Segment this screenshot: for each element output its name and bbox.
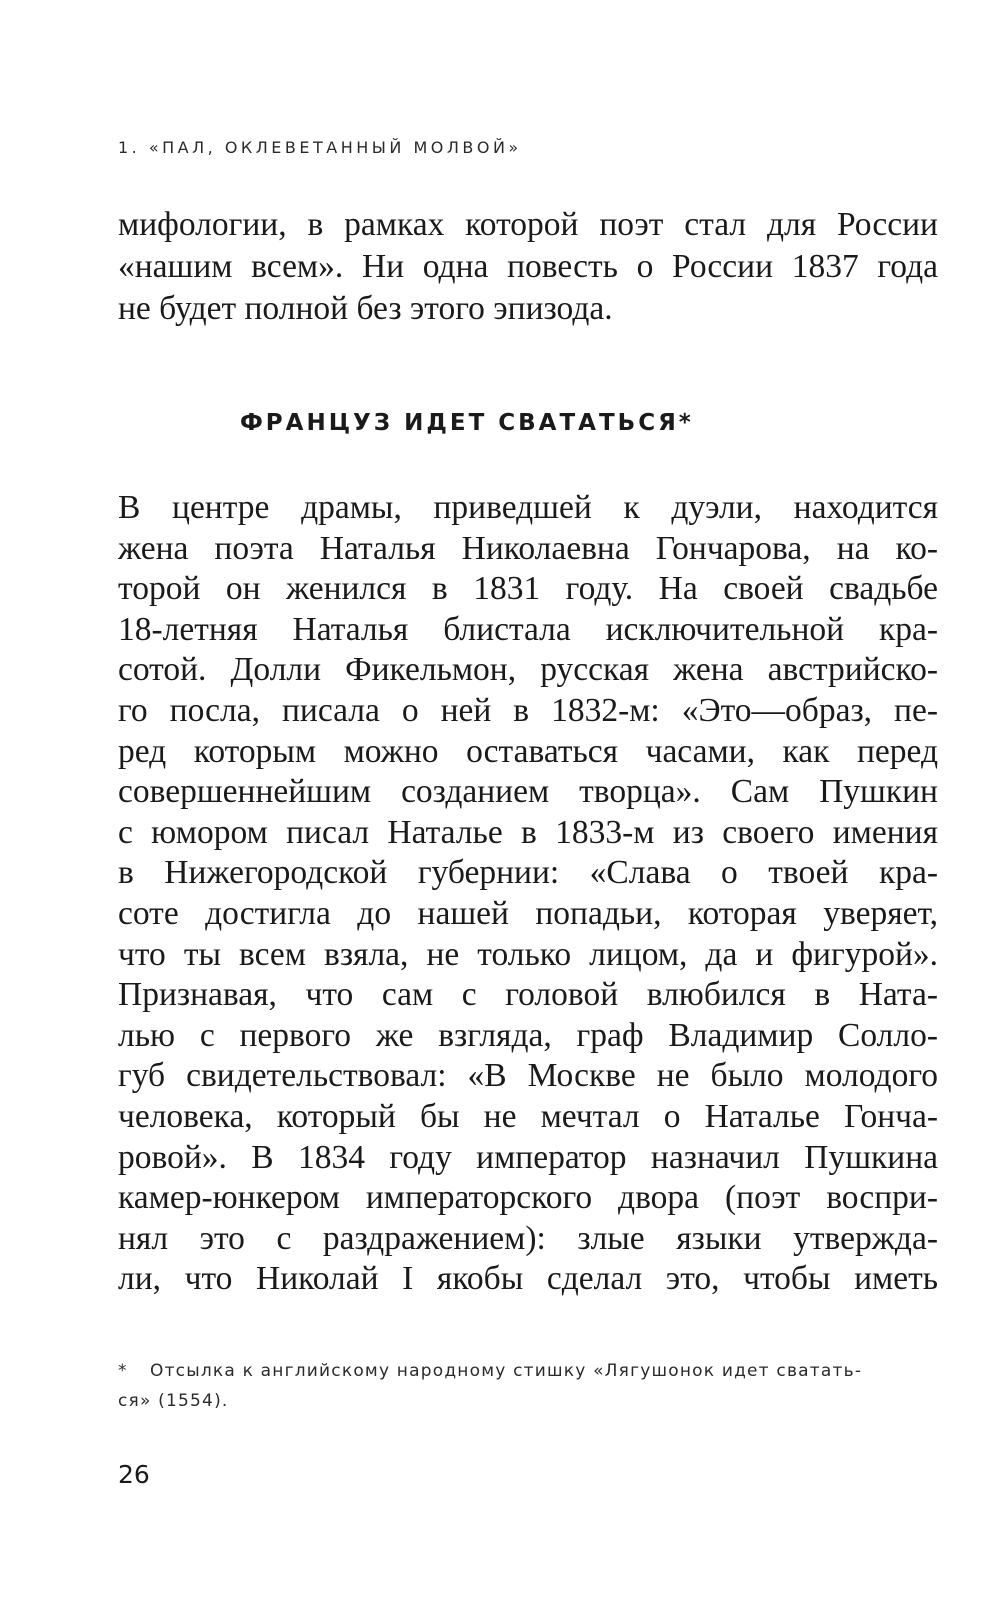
text-line: ред которым можно оставаться часами, как перед bbox=[118, 732, 938, 770]
body-paragraph bbox=[118, 488, 938, 1300]
running-head: 1. «ПАЛ, ОКЛЕВЕТАННЫЙ МОЛВОЙ» bbox=[118, 138, 522, 157]
text-line: не будет полной без этого эпизода. bbox=[118, 290, 613, 327]
text-line: соте достигла до нашей попадьи, которая уверяет, bbox=[118, 894, 938, 932]
text-line: го посла, писала о ней в 1832-м: «Это—образ, пе- bbox=[118, 691, 938, 729]
text-line: 18-летняя Наталья блистала исключительной кра- bbox=[118, 610, 938, 648]
text-line: ровой». В 1834 году император назначил Пушкина bbox=[118, 1138, 938, 1176]
footnote-mark: * bbox=[118, 1361, 128, 1381]
text-line: «нашим всем». Ни одна повесть о России 1837 года bbox=[118, 248, 938, 285]
intro-paragraph bbox=[118, 204, 938, 330]
text-line: с юмором писал Наталье в 1833-м из своего имения bbox=[118, 813, 938, 851]
text-line: человека, который бы не мечтал о Наталье Гонча- bbox=[118, 1097, 938, 1135]
footnote-text: Отсылка к английскому народному стишку «Лягушонок идет сватать- bbox=[150, 1361, 863, 1381]
text-line: лью с первого же взгляда, граф Владимир Солло- bbox=[118, 1016, 938, 1054]
text-line: что ты всем взяла, не только лицом, да и фигурой». bbox=[118, 935, 938, 973]
text-line: торой он женился в 1831 году. На своей свадьбе bbox=[118, 570, 938, 608]
section-title: ФРАНЦУЗ ИДЕТ СВАТАТЬСЯ* bbox=[240, 410, 694, 436]
footnote-line: ся» (1554). bbox=[118, 1391, 229, 1411]
text-line: камер-юнкером императорского двора (поэт воспри- bbox=[118, 1179, 938, 1217]
text-line: в Нижегородской губернии: «Слава о твоей кра- bbox=[118, 854, 938, 892]
text-line: ли, что Николай I якобы сделал это, чтобы иметь bbox=[118, 1260, 938, 1298]
footnote-line bbox=[118, 1356, 938, 1386]
text-line: сотой. Долли Фикельмон, русская жена австрийско- bbox=[118, 651, 938, 689]
footnote bbox=[118, 1356, 938, 1416]
text-line: Признавая, что сам с головой влюбился в Ната- bbox=[118, 976, 938, 1014]
text-line: нял это с раздражением): злые языки утвержда- bbox=[118, 1219, 938, 1257]
text-line: В центре драмы, приведшей к дуэли, находится bbox=[118, 489, 938, 526]
text-line: губ свидетельствовал: «В Москве не было молодого bbox=[118, 1057, 938, 1095]
text-line: совершеннейшим созданием творца». Сам Пушкин bbox=[118, 773, 938, 811]
text-line: мифологии, в рамках которой поэт стал для России bbox=[118, 206, 938, 243]
text-line: жена поэта Наталья Николаевна Гончарова, на ко- bbox=[118, 529, 938, 567]
page-number: 26 bbox=[118, 1460, 150, 1489]
